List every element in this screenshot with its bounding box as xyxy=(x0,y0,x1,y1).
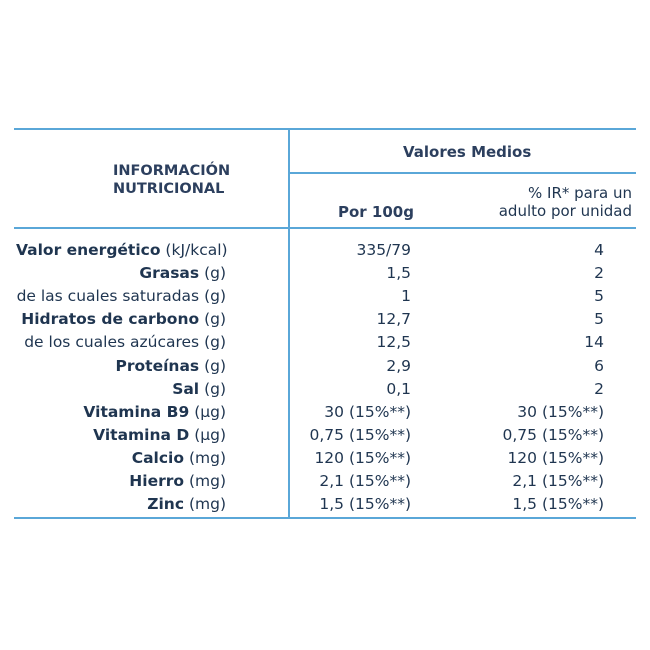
value-ir-percent: 4 xyxy=(594,241,604,259)
value-per-100g: 0,75 (15%**) xyxy=(309,426,411,444)
table-bottom-rule xyxy=(14,517,636,519)
nutrient-label xyxy=(16,357,226,375)
nutrient-name: Sal xyxy=(172,380,200,398)
value-ir-percent: 5 xyxy=(594,287,604,305)
nutrient-unit: (g) xyxy=(204,287,226,305)
ir-header-line2: adulto por unidad xyxy=(498,202,632,220)
nutrition-title-line1: INFORMACIÓN xyxy=(113,163,231,179)
value-ir-percent: 2 xyxy=(594,380,604,398)
nutrient-label xyxy=(16,495,226,513)
nutrient-name: de los cuales azúcares xyxy=(24,333,200,351)
value-ir-percent: 5 xyxy=(594,310,604,328)
nutrient-unit: (g) xyxy=(204,333,226,351)
nutrient-unit: (g) xyxy=(204,357,226,375)
nutrition-title-line2: NUTRICIONAL xyxy=(113,181,225,197)
nutrient-label xyxy=(16,241,226,259)
nutrient-name: Grasas xyxy=(139,264,200,282)
nutrient-unit: (mg) xyxy=(188,472,226,490)
nutrient-unit: (mg) xyxy=(188,495,226,513)
nutrient-label xyxy=(16,310,226,328)
value-per-100g: 30 (15%**) xyxy=(324,403,411,421)
nutrient-name: Zinc xyxy=(147,495,185,513)
value-per-100g: 1,5 (15%**) xyxy=(319,495,411,513)
nutrient-name: Valor energético xyxy=(16,241,161,259)
nutrient-label xyxy=(16,472,226,490)
ir-header-line1: % IR* para un xyxy=(528,184,632,202)
value-per-100g: 1 xyxy=(401,287,411,305)
value-per-100g: 12,5 xyxy=(376,333,411,351)
value-per-100g: 12,7 xyxy=(376,310,411,328)
value-per-100g: 2,9 xyxy=(386,357,411,375)
value-per-100g: 0,1 xyxy=(386,380,411,398)
nutrient-name: Hidratos de carbono xyxy=(21,310,200,328)
nutrient-unit: (mg) xyxy=(188,449,226,467)
valores-medios-header: Valores Medios xyxy=(403,143,532,161)
value-per-100g: 1,5 xyxy=(386,264,411,282)
header-sub-rule xyxy=(290,172,636,174)
nutrient-name: Vitamina D xyxy=(93,426,190,444)
nutrient-label xyxy=(16,333,226,351)
value-ir-percent: 2,1 (15%**) xyxy=(512,472,604,490)
value-ir-percent: 30 (15%**) xyxy=(517,403,604,421)
nutrient-unit: (kJ/kcal) xyxy=(165,241,228,259)
nutrient-name: de las cuales saturadas xyxy=(16,287,200,305)
nutrient-unit: (g) xyxy=(204,380,226,398)
value-ir-percent: 0,75 (15%**) xyxy=(502,426,604,444)
table-top-rule xyxy=(14,128,636,130)
nutrient-name: Hierro xyxy=(129,472,185,490)
nutrient-unit: (g) xyxy=(204,264,226,282)
nutrient-label xyxy=(16,380,226,398)
nutrient-name: Proteínas xyxy=(115,357,200,375)
value-per-100g: 120 (15%**) xyxy=(314,449,411,467)
nutrient-label xyxy=(16,287,226,305)
nutrient-name: Vitamina B9 xyxy=(83,403,190,421)
value-per-100g: 335/79 xyxy=(356,241,411,259)
value-ir-percent: 6 xyxy=(594,357,604,375)
per-100g-header: Por 100g xyxy=(338,203,414,221)
nutrient-name: Calcio xyxy=(131,449,185,467)
nutrient-label xyxy=(16,426,226,444)
value-ir-percent: 2 xyxy=(594,264,604,282)
nutrient-unit: (µg) xyxy=(194,403,226,421)
value-per-100g: 2,1 (15%**) xyxy=(319,472,411,490)
nutrient-unit: (µg) xyxy=(194,426,226,444)
header-bottom-rule xyxy=(14,227,636,229)
value-ir-percent: 120 (15%**) xyxy=(507,449,604,467)
nutrient-label xyxy=(16,403,226,421)
value-ir-percent: 14 xyxy=(584,333,604,351)
nutrient-unit: (g) xyxy=(204,310,226,328)
nutrient-label xyxy=(16,449,226,467)
nutrient-label xyxy=(16,264,226,282)
value-ir-percent: 1,5 (15%**) xyxy=(512,495,604,513)
